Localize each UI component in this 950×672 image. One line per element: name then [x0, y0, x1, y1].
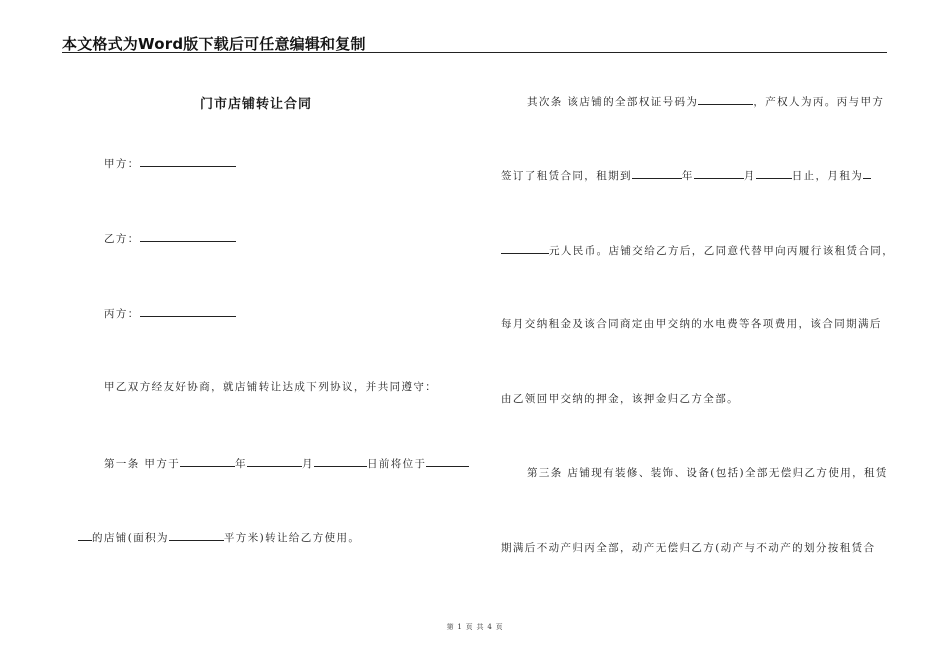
- article-2-year-blank: [632, 167, 682, 179]
- article-2-text-b: ，产权人为丙。丙与甲方: [753, 96, 885, 108]
- party-b-label: 乙方：: [104, 233, 140, 245]
- article-3-line-2: 期满后不动产归丙全部，动产无偿归乙方(动产与不动产的划分按租赁合: [501, 542, 876, 554]
- article-2-year-text: 年: [681, 170, 694, 182]
- article-2-line-4: 每月交纳租金及该合同商定由甲交纳的水电费等各项费用，该合同期满后: [501, 318, 882, 330]
- article-1-text-b: 的店铺(面积为: [92, 532, 169, 544]
- article-1-year-blank: [180, 455, 235, 467]
- article-2-text-e: 元人民币。店铺交给乙方后，乙同意代替甲向丙履行该租赁合同，: [549, 245, 895, 257]
- party-a-blank: [140, 155, 236, 167]
- article-2-line-2: [501, 167, 871, 183]
- article-1-location-blank: [426, 455, 469, 467]
- article-1-day-text: 日前将位于: [366, 458, 427, 470]
- document-title: 门市店铺转让合同: [200, 97, 313, 112]
- article-2-rent-blank: [863, 167, 871, 179]
- party-a-label: 甲方：: [104, 158, 140, 170]
- page-number: 第 1 页 共 4 页: [446, 623, 504, 631]
- article-1-month-blank: [247, 455, 302, 467]
- article-1-area-blank: [169, 529, 224, 541]
- party-b-line: [104, 230, 236, 246]
- party-a-line: [104, 155, 236, 171]
- header-text: 本文格式为Word版下载后可任意编辑和复制: [62, 35, 366, 53]
- article-2-rent-blank-cont: [501, 242, 549, 254]
- article-1-location-blank-cont: [78, 529, 92, 541]
- article-1-line-2: [78, 529, 360, 545]
- article-1-line-1: [104, 455, 469, 471]
- article-2-text-a: 其次条 该店铺的全部权证号码为: [527, 96, 699, 108]
- article-2-line-5: 由乙领回甲交纳的押金，该押金归乙方全部。: [501, 393, 739, 405]
- article-2-month-blank: [694, 167, 744, 179]
- party-c-label: 丙方：: [104, 308, 140, 320]
- article-2-cert-blank: [698, 93, 753, 105]
- party-b-blank: [140, 230, 236, 242]
- article-1-text-c: 平方米)转让给乙方使用。: [223, 532, 361, 544]
- intro-paragraph: 甲乙双方经友好协商，就店铺转让达成下列协议，并共同遵守：: [104, 381, 438, 393]
- header-divider: [62, 52, 887, 53]
- party-c-line: [104, 305, 236, 321]
- article-1-month-text: 月: [302, 458, 314, 470]
- article-2-day-blank: [756, 167, 792, 179]
- article-2-line-3: [501, 242, 894, 258]
- article-1-year-text: 年: [235, 458, 248, 470]
- article-2-line-1: [527, 93, 884, 109]
- article-2-month-text: 月: [743, 170, 756, 182]
- article-3-line-1: 第三条 店铺现有装修、装饰、设备(包括)全部无偿归乙方使用，租赁: [527, 467, 888, 479]
- article-2-text-d: 日止，月租为: [791, 170, 864, 182]
- article-2-text-c: 签订了租赁合同，租期到: [501, 170, 632, 182]
- article-1-text-a: 第一条 甲方于: [104, 458, 181, 470]
- article-1-day-blank: [314, 455, 367, 467]
- party-c-blank: [140, 305, 236, 317]
